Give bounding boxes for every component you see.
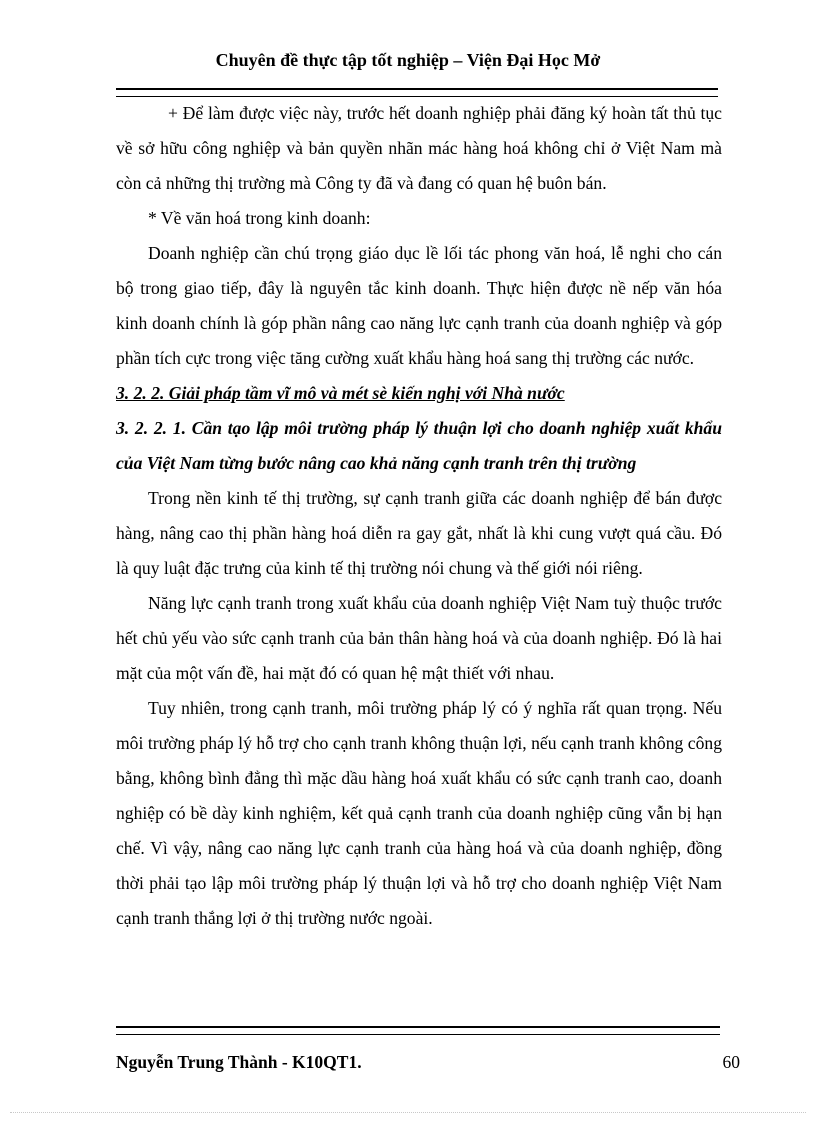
- footer-author: Nguyễn Trung Thành - K10QT1.: [116, 1052, 362, 1072]
- paragraph-legal-environment: Tuy nhiên, trong cạnh tranh, môi trường pháp lý có ý nghĩa rất quan trọng. Nếu môi trường pháp lý hỗ trợ cho cạnh tranh không thuận lợi, nếu cạnh tranh không công bằng, không bình đẳng thì mặc dầu hàng hoá xuất khẩu có sức cạnh tranh cao, doanh nghiệp có bề dày kinh nghiệm, kết quả cạnh tranh của doanh nghiệp cũng vẫn bị hạn chế. Vì vậy, nâng cao năng lực cạnh tranh của hàng hoá và của doanh nghiệp, đồng thời phải tạo lập môi trường pháp lý thuận lợi và hỗ trợ cho doanh nghiệp Việt Nam cạnh tranh thắng lợi ở thị trường nước ngoài.: [116, 698, 722, 928]
- paragraph-export-capacity: Năng lực cạnh tranh trong xuất khẩu của doanh nghiệp Việt Nam tuỳ thuộc trước hết chủ yếu vào sức cạnh tranh của bản thân hàng hoá và của doanh nghiệp. Đó là hai mặt của một vấn đề, hai mặt đó có quan hệ mật thiết với nhau.: [116, 593, 722, 683]
- page-number: 60: [722, 1052, 740, 1072]
- section-heading-text: 3. 2. 2. Giải pháp tầm vĩ mô và mét sè kiến nghị với Nhà nước: [116, 383, 565, 403]
- section-heading-3-2-2: [116, 376, 722, 411]
- section-heading-3-2-2-1: 3. 2. 2. 1. Cần tạo lập môi trường pháp lý thuận lợi cho doanh nghiệp xuất khẩu của Việt Nam từng bước nâng cao khả năng cạnh tranh trên thị trường: [116, 418, 722, 473]
- paragraph-trademark: + Để làm được việc này, trước hết doanh nghiệp phải đăng ký hoàn tất thủ tục về sở hữu công nghiệp và bản quyền nhãn mác hàng hoá không chỉ ở Việt Nam mà còn cả những thị trường mà Công ty đã và đang có quan hệ buôn bán.: [116, 103, 722, 193]
- paragraph-culture-heading: * Về văn hoá trong kinh doanh:: [148, 208, 371, 228]
- page-edge-divider: [10, 1112, 806, 1113]
- paragraph-culture: Doanh nghiệp cần chú trọng giáo dục lề lối tác phong văn hoá, lễ nghi cho cán bộ trong giao tiếp, đây là nguyên tắc kinh doanh. Thực hiện được nề nếp văn hóa kinh doanh chính là góp phần nâng cao năng lực cạnh tranh của doanh nghiệp và góp phần tích cực trong việc tăng cường xuất khẩu hàng hoá sang thị trường các nước.: [116, 243, 722, 368]
- page-header-title: Chuyên đề thực tập tốt nghiệp – Viện Đại Học Mở: [215, 50, 601, 70]
- footer-double-rule: [116, 1026, 720, 1035]
- paragraph-market-competition: Trong nền kinh tế thị trường, sự cạnh tranh giữa các doanh nghiệp để bán được hàng, nâng cao thị phần hàng hoá diễn ra gay gắt, nhất là khi cung vượt quá cầu. Đó là quy luật đặc trưng của kinh tế thị trường nói chung và thế giới nói riêng.: [116, 488, 722, 578]
- document-body: [116, 96, 722, 936]
